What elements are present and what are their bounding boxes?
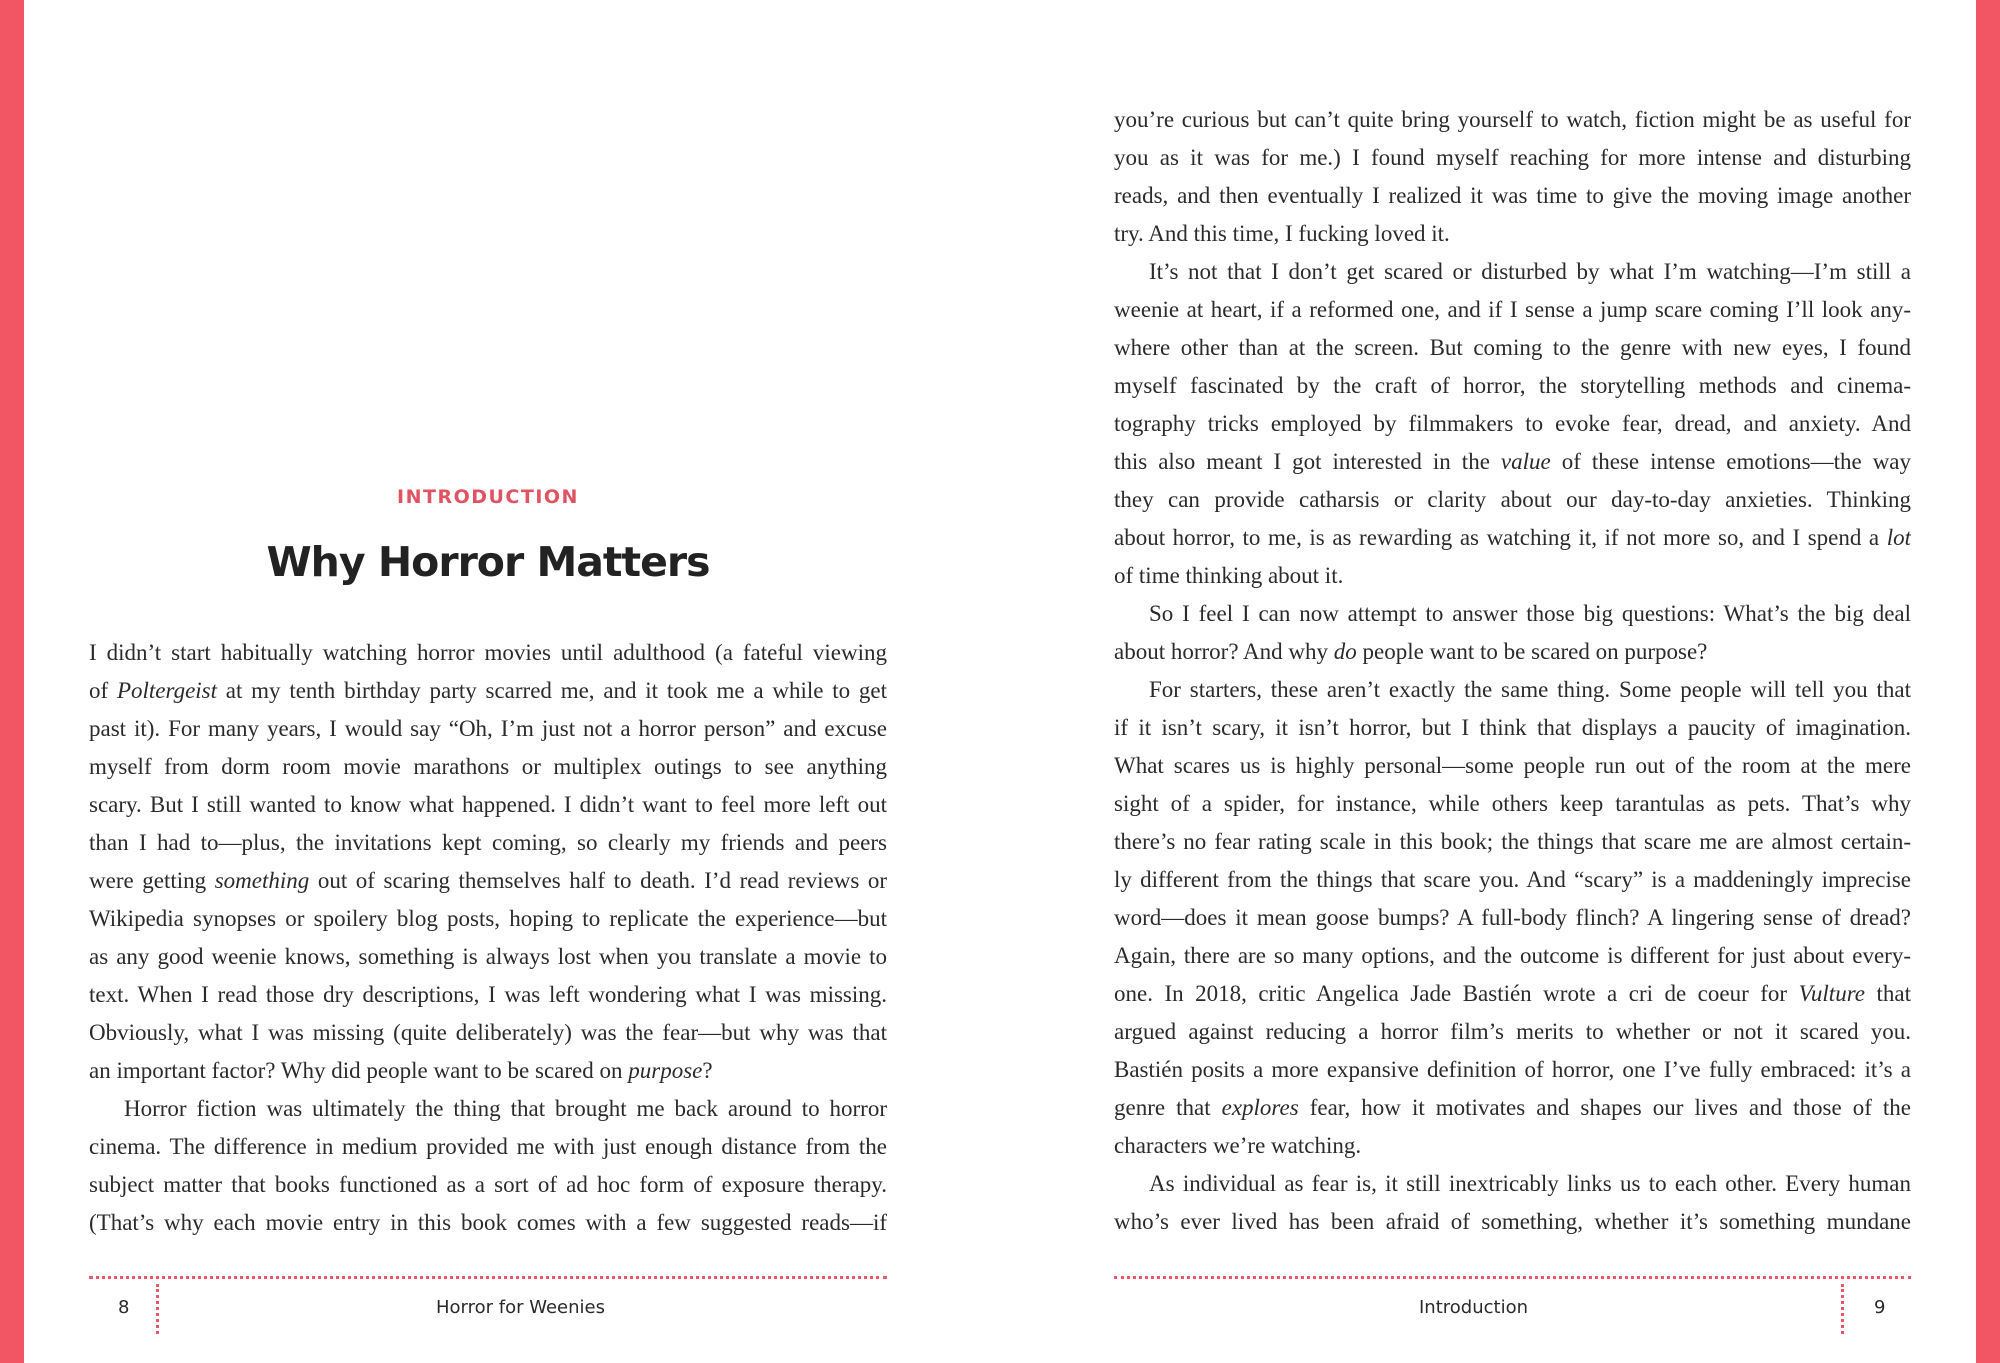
text-run: For starters, these aren’t exactly the same thing. Some people will tell you that [1149,677,1911,702]
text-run: word—does it mean goose bumps? A full-body flinch? A lingering sense of dread? [1114,905,1911,930]
text-line [89,1052,887,1090]
text-run: Wikipedia synopses or spoilery blog posts, hoping to replicate the experience—but [89,906,887,931]
chapter-label: INTRODUCTION [397,486,579,508]
right-body-text [1114,101,1911,1241]
text-line [1114,1127,1911,1165]
text-run: about horror? And why [1114,639,1334,664]
page-number: 9 [1874,1297,1886,1318]
text-run: this also meant I got interested in the [1114,449,1501,474]
text-run: sight of a spider, for instance, while others keep tarantulas as pets. That’s why [1114,791,1911,816]
text-line [89,900,887,938]
text-line [89,786,887,824]
text-line [1114,215,1911,253]
footer-dotted-divider [1841,1284,1844,1334]
text-run: Again, there are so many options, and the outcome is different for just about every- [1114,943,1911,968]
text-line [1114,671,1911,709]
footer-dotted-divider [156,1284,159,1334]
text-run: past it). For many years, I would say “Oh, I’m just not a horror person” and excuse [89,716,887,741]
text-run: one. In 2018, critic Angelica Jade Bastién wrote a cri de coeur for [1114,981,1799,1006]
text-line [1114,1203,1911,1241]
text-line [1114,139,1911,177]
left-body-text [89,634,887,1242]
text-line [1114,1051,1911,1089]
left-page [89,0,887,1363]
text-run: of [89,678,117,703]
text-line [89,1090,887,1128]
italic-text: purpose [628,1058,703,1083]
text-run: characters we’re watching. [1114,1133,1362,1158]
text-run: myself from dorm room movie marathons or multiplex outings to see anything [89,754,887,779]
text-run: As individual as fear is, it still inextricably links us to each other. Every human [1149,1171,1911,1196]
text-run: fear, how it motivates and shapes our lives and those of the [1298,1095,1911,1120]
text-line [1114,443,1911,481]
text-line [1114,595,1911,633]
text-run: you’re curious but can’t quite bring yourself to watch, fiction might be as useful for [1114,107,1911,132]
italic-text: explores [1221,1095,1299,1120]
text-line [89,748,887,786]
text-line [1114,1013,1911,1051]
right-edge-bar [1976,0,2000,1363]
text-run: text. When I read those dry descriptions, I was left wondering what I was missing. [89,982,887,1007]
text-run: who’s ever lived has been afraid of something, whether it’s something mundane [1114,1209,1911,1234]
text-run: myself fascinated by the craft of horror, the storytelling methods and cinema- [1114,373,1911,398]
text-line [1114,975,1911,1013]
text-line [1114,633,1911,671]
text-run: It’s not that I don’t get scared or disturbed by what I’m watching—I’m still a [1149,259,1911,284]
text-run: out of scaring themselves half to death. I’d read reviews or [309,868,887,893]
text-run: (That’s why each movie entry in this book comes with a few suggested reads—if [89,1210,887,1235]
italic-text: lot [1886,525,1911,550]
text-line [89,976,887,1014]
text-line [1114,823,1911,861]
text-line [1114,861,1911,899]
text-run: Bastién posits a more expansive definition of horror, one I’ve fully embraced: it’s a [1114,1057,1911,1082]
text-run: tography tricks employed by filmmakers to evoke fear, dread, and anxiety. And [1114,411,1911,436]
text-run: try. And this time, I fucking loved it. [1114,221,1450,246]
text-line [1114,519,1911,557]
text-run: Obviously, what I was missing (quite deliberately) was the fear—but why was that [89,1020,887,1045]
text-line [89,862,887,900]
text-run: genre that [1114,1095,1222,1120]
text-line [89,710,887,748]
chapter-title: Why Horror Matters [266,538,710,586]
text-run: What scares us is highly personal—some people run out of the room at the mere [1114,753,1911,778]
text-line [1114,747,1911,785]
text-run: ? [702,1058,713,1083]
text-run: about horror, to me, is as rewarding as watching it, if not more so, and I spend a [1114,525,1887,550]
text-run: of time thinking about it. [1114,563,1344,588]
footer-dotted-rule [89,1276,887,1279]
running-head: Introduction [1419,1297,1529,1318]
text-run: as any good weenie knows, something is always lost when you translate a movie to [89,944,887,969]
text-line [1114,481,1911,519]
text-line [1114,899,1911,937]
footer-dotted-rule [1114,1276,1911,1279]
text-line [1114,1089,1911,1127]
text-line [89,938,887,976]
text-line [89,824,887,862]
text-run: scary. But I still wanted to know what happened. I didn’t want to feel more left out [89,792,887,817]
text-run: cinema. The difference in medium provided me with just enough distance from the [89,1134,887,1159]
text-run: of these intense emotions—the way [1550,449,1911,474]
text-run: I didn’t start habitually watching horror movies until adulthood (a fateful viewing [89,640,887,665]
text-line [89,634,887,672]
text-run: at my tenth birthday party scarred me, and it took me a while to get [217,678,887,703]
italic-text: Vulture [1798,981,1866,1006]
text-run: were getting [89,868,215,893]
text-line [1114,709,1911,747]
text-run: reads, and then eventually I realized it was time to give the moving image another [1114,183,1911,208]
text-run: Horror fiction was ultimately the thing that brought me back around to horror [124,1096,887,1121]
text-run: weenie at heart, if a reformed one, and if I sense a jump scare coming I’ll look any- [1114,297,1911,322]
text-line [1114,557,1911,595]
text-run: ly different from the things that scare you. And “scary” is a maddeningly imprecise [1114,867,1911,892]
text-line [89,1166,887,1204]
text-line [89,1128,887,1166]
text-run: argued against reducing a horror film’s merits to whether or not it scared you. [1114,1019,1911,1044]
text-run: So I feel I can now attempt to answer those big questions: What’s the big deal [1149,601,1911,626]
text-line [89,1204,887,1242]
text-line [1114,937,1911,975]
italic-text: do [1333,639,1357,664]
text-run: you as it was for me.) I found myself reaching for more intense and disturbing [1114,145,1911,170]
text-run: that [1865,981,1911,1006]
text-line [1114,1165,1911,1203]
text-line [1114,367,1911,405]
text-line [1114,785,1911,823]
running-head: Horror for Weenies [436,1297,605,1318]
text-line [1114,405,1911,443]
text-line [1114,253,1911,291]
text-run: there’s no fear rating scale in this book; the things that scare me are almost certain- [1114,829,1911,854]
text-run: where other than at the screen. But coming to the genre with new eyes, I found [1114,335,1911,360]
text-run: they can provide catharsis or clarity about our day-to-day anxieties. Thinking [1114,487,1911,512]
text-line [1114,329,1911,367]
text-line [1114,101,1911,139]
text-line [89,1014,887,1052]
text-run: if it isn’t scary, it isn’t horror, but I think that displays a paucity of imagination. [1114,715,1911,740]
italic-text: something [214,868,310,893]
italic-text: Poltergeist [116,678,218,703]
text-run: an important factor? Why did people want to be scared on [89,1058,629,1083]
text-run: than I had to—plus, the invitations kept coming, so clearly my friends and peers [89,830,887,855]
left-edge-bar [0,0,24,1363]
text-line [89,672,887,710]
text-run: people want to be scared on purpose? [1356,639,1708,664]
text-line [1114,291,1911,329]
page-number: 8 [118,1297,130,1318]
text-run: subject matter that books functioned as a sort of ad hoc form of exposure therapy. [89,1172,887,1197]
right-page [1114,0,1911,1363]
italic-text: value [1500,449,1551,474]
text-line [1114,177,1911,215]
